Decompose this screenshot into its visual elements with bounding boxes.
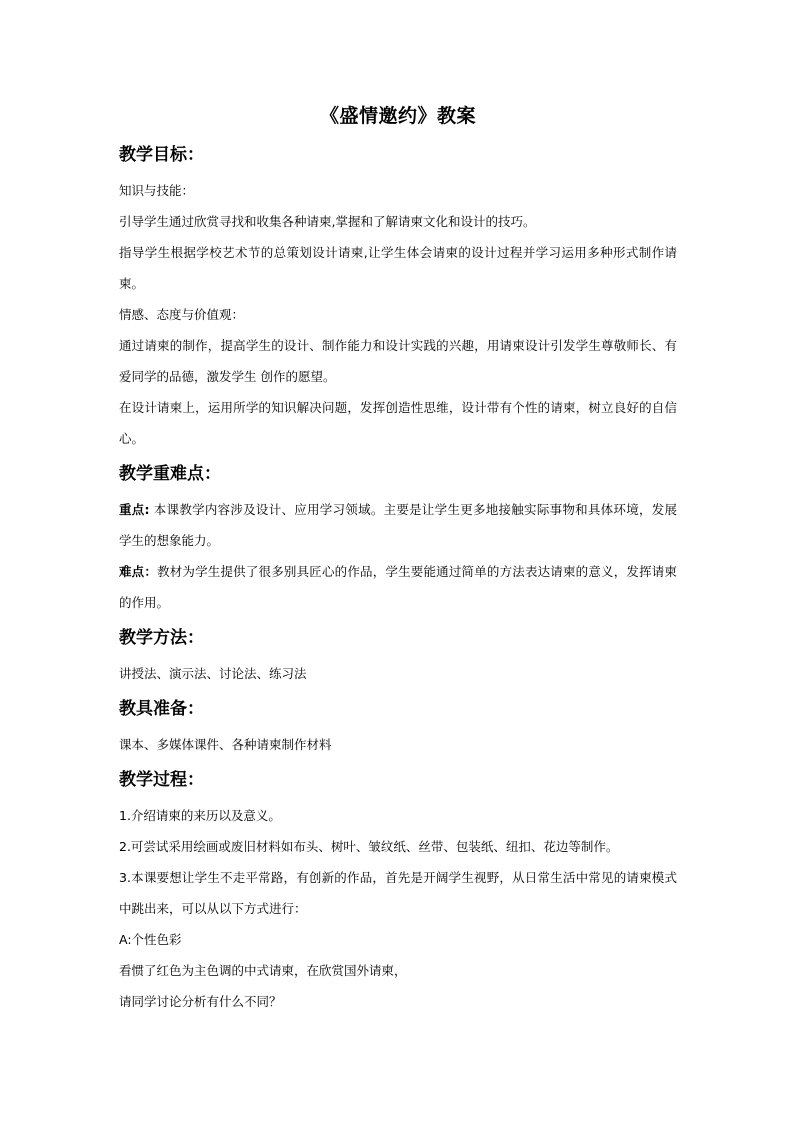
- section-heading-methods: 教学方法：: [119, 628, 204, 648]
- paragraph: 1.介绍请柬的来历以及意义。: [119, 808, 281, 823]
- paragraph: 看惯了红色为主色调的中式请柬，在欣赏国外请柬，: [119, 963, 407, 978]
- paragraph: 在设计请柬上，运用所学的知识解决问题，发挥创造性思维，设计带有个性的请柬，树立良好的自信心。: [119, 400, 677, 446]
- difficulty-label: 难点：: [119, 564, 158, 579]
- difficulty-text: 教材为学生提供了很多别具匠心的作品，学生要能通过简单的方法表达请柬的意义，发挥请柬的作用。: [119, 564, 677, 610]
- paragraph: 课本、多媒体课件、各种请柬制作材料: [119, 737, 332, 752]
- paragraph: 指导学生根据学校艺术节的总策划设计请柬,让学生体会请柬的设计过程并学习运用多种形式制作请柬。: [119, 245, 677, 291]
- paragraph: 引导学生通过欣赏寻找和收集各种请柬,掌握和了解请柬文化和设计的技巧。: [119, 214, 536, 229]
- key-point-label: 重点:: [119, 502, 150, 517]
- document-body: [119, 101, 677, 1017]
- paragraph: 2.可尝试采用绘画或废旧材料如布头、树叶、皱纹纸、丝带、包装纸、纽扣、花边等制作。: [119, 839, 619, 854]
- document-title: 《盛情邀约》教案: [319, 105, 476, 127]
- paragraph: 讲授法、演示法、讨论法、练习法: [119, 666, 307, 681]
- paragraph: 请同学讨论分析有什么不同？: [119, 994, 282, 1009]
- section-heading-materials: 教具准备：: [119, 699, 204, 719]
- difficulty-paragraph: [119, 556, 677, 618]
- key-point-paragraph: [119, 494, 677, 556]
- section-heading-objectives: 教学目标：: [119, 145, 204, 165]
- key-point-text: 本课教学内容涉及设计、应用学习领域。主要是让学生更多地接触实际事物和具体环境，发展学生的想象能力。: [119, 502, 678, 548]
- paragraph: 情感、态度与价值观：: [119, 307, 245, 322]
- paragraph: 3.本课要想让学生不走平常路，有创新的作品，首先是开阔学生视野，从日常生活中常见的请柬模式中跳出来，可以从以下方式进行：: [119, 870, 677, 916]
- paragraph: 通过请柬的制作，提高学生的设计、制作能力和设计实践的兴趣，用请柬设计引发学生尊敬师长、有爱同学的品德，激发学生 创作的愿望。: [119, 338, 677, 384]
- section-heading-key-points: 教学重难点：: [119, 464, 221, 484]
- paragraph: A:个性色彩: [119, 932, 182, 947]
- section-heading-process: 教学过程：: [119, 770, 204, 790]
- paragraph: 知识与技能：: [119, 183, 195, 198]
